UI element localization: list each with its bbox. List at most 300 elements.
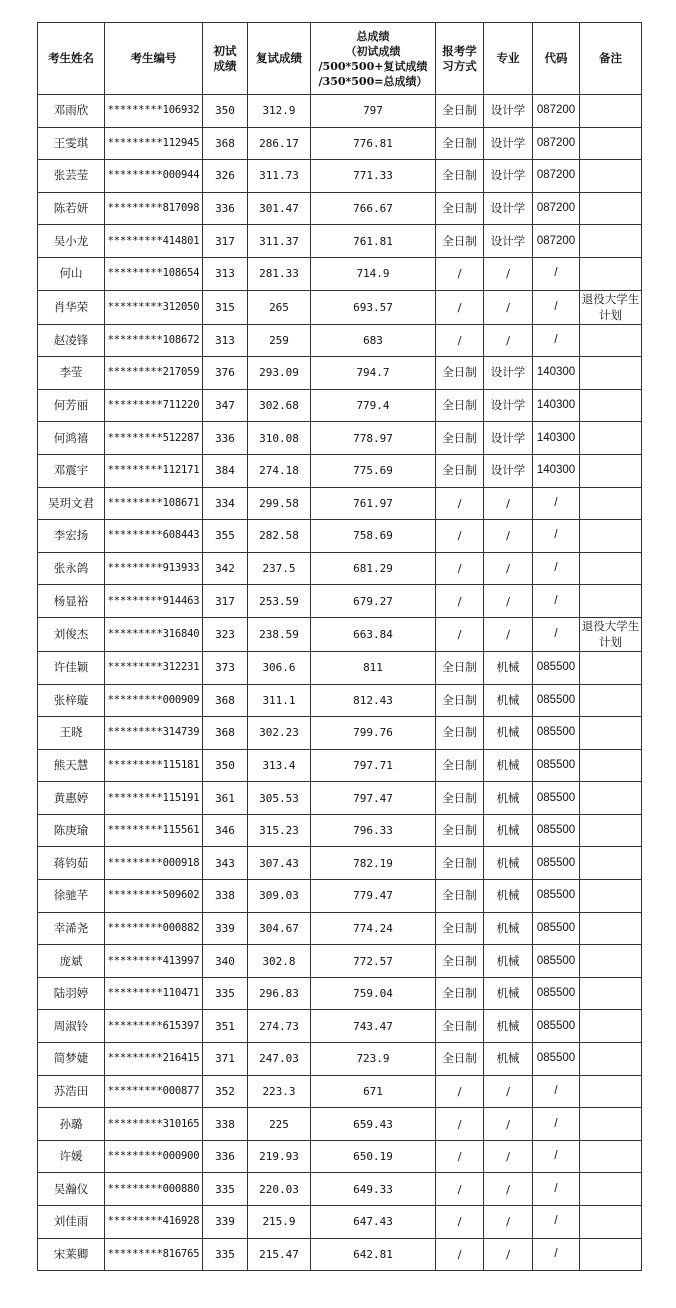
cell-note: [580, 552, 642, 585]
cell-total: 647.43: [311, 1206, 436, 1239]
cell-mode: 全日制: [436, 749, 484, 782]
cell-id: *********416928: [105, 1206, 203, 1239]
cell-mode: 全日制: [436, 357, 484, 390]
cell-major: 机械: [484, 717, 533, 750]
cell-retest: 302.8: [248, 945, 311, 978]
cell-retest: 296.83: [248, 977, 311, 1010]
cell-code: /: [533, 617, 580, 651]
cell-note: [580, 1173, 642, 1206]
cell-retest: 274.18: [248, 454, 311, 487]
table-row: [38, 1238, 642, 1271]
cell-id: *********115191: [105, 782, 203, 815]
cell-major: 机械: [484, 945, 533, 978]
table-row: [38, 717, 642, 750]
cell-note: [580, 1206, 642, 1239]
cell-total: 797.47: [311, 782, 436, 815]
cell-mode: 全日制: [436, 977, 484, 1010]
cell-note: [580, 684, 642, 717]
cell-retest: 311.73: [248, 160, 311, 193]
cell-name: 孙璐: [38, 1108, 105, 1141]
cell-initial: 368: [203, 684, 248, 717]
cell-initial: 340: [203, 945, 248, 978]
cell-initial: 339: [203, 912, 248, 945]
cell-total: 811: [311, 651, 436, 684]
cell-total: 758.69: [311, 520, 436, 553]
cell-initial: 315: [203, 290, 248, 324]
cell-initial: 335: [203, 1238, 248, 1271]
cell-name: 庞斌: [38, 945, 105, 978]
cell-total: 778.97: [311, 422, 436, 455]
cell-note: [580, 1238, 642, 1271]
cell-total: 782.19: [311, 847, 436, 880]
table-row: [38, 290, 642, 324]
table-row: [38, 880, 642, 913]
cell-retest: 253.59: [248, 585, 311, 618]
cell-major: 设计学: [484, 95, 533, 128]
cell-id: *********000909: [105, 684, 203, 717]
table-row: [38, 977, 642, 1010]
cell-major: /: [484, 487, 533, 520]
cell-code: 085500: [533, 912, 580, 945]
table-row: [38, 520, 642, 553]
cell-code: 085500: [533, 749, 580, 782]
cell-mode: /: [436, 1075, 484, 1108]
cell-major: /: [484, 1238, 533, 1271]
cell-note: 退役大学生计划: [580, 617, 642, 651]
table-row: [38, 454, 642, 487]
cell-note: [580, 160, 642, 193]
cell-initial: 347: [203, 389, 248, 422]
cell-id: *********108654: [105, 257, 203, 290]
cell-name: 陈若妍: [38, 192, 105, 225]
cell-total: 797: [311, 95, 436, 128]
cell-id: *********608443: [105, 520, 203, 553]
cell-id: *********414801: [105, 225, 203, 258]
cell-code: /: [533, 1108, 580, 1141]
cell-major: /: [484, 257, 533, 290]
header-mode: 报考学 习方式: [436, 23, 484, 95]
cell-name: 周淑铃: [38, 1010, 105, 1043]
cell-total: 683: [311, 324, 436, 357]
cell-note: [580, 585, 642, 618]
cell-name: 徐驰芊: [38, 880, 105, 913]
cell-id: *********310165: [105, 1108, 203, 1141]
cell-mode: 全日制: [436, 95, 484, 128]
cell-major: 机械: [484, 814, 533, 847]
cell-major: 机械: [484, 749, 533, 782]
cell-retest: 311.37: [248, 225, 311, 258]
cell-total: 772.57: [311, 945, 436, 978]
cell-mode: 全日制: [436, 847, 484, 880]
cell-initial: 317: [203, 225, 248, 258]
cell-code: 087200: [533, 95, 580, 128]
cell-retest: 310.08: [248, 422, 311, 455]
cell-mode: /: [436, 552, 484, 585]
cell-note: [580, 651, 642, 684]
cell-initial: 350: [203, 95, 248, 128]
cell-note: [580, 1075, 642, 1108]
cell-major: /: [484, 585, 533, 618]
cell-name: 王晓: [38, 717, 105, 750]
cell-mode: 全日制: [436, 192, 484, 225]
cell-name: 宋莱卿: [38, 1238, 105, 1271]
cell-id: *********711220: [105, 389, 203, 422]
cell-retest: 223.3: [248, 1075, 311, 1108]
cell-major: 机械: [484, 782, 533, 815]
cell-note: [580, 520, 642, 553]
cell-code: 085500: [533, 945, 580, 978]
cell-total: 794.7: [311, 357, 436, 390]
cell-name: 肖华荣: [38, 290, 105, 324]
cell-retest: 274.73: [248, 1010, 311, 1043]
cell-mode: /: [436, 487, 484, 520]
cell-mode: 全日制: [436, 880, 484, 913]
cell-retest: 265: [248, 290, 311, 324]
cell-total: 775.69: [311, 454, 436, 487]
cell-retest: 219.93: [248, 1140, 311, 1173]
cell-initial: 336: [203, 192, 248, 225]
cell-major: 机械: [484, 912, 533, 945]
table-row: [38, 945, 642, 978]
cell-name: 张梓璇: [38, 684, 105, 717]
cell-retest: 247.03: [248, 1043, 311, 1076]
cell-mode: 全日制: [436, 454, 484, 487]
cell-note: [580, 95, 642, 128]
cell-code: /: [533, 520, 580, 553]
cell-note: [580, 389, 642, 422]
cell-note: 退役大学生计划: [580, 290, 642, 324]
cell-major: /: [484, 1173, 533, 1206]
cell-mode: /: [436, 1108, 484, 1141]
cell-major: 机械: [484, 684, 533, 717]
cell-initial: 352: [203, 1075, 248, 1108]
cell-name: 简梦婕: [38, 1043, 105, 1076]
table-body: [38, 95, 642, 1271]
cell-name: 幸浠尧: [38, 912, 105, 945]
cell-id: *********000882: [105, 912, 203, 945]
table-row: [38, 160, 642, 193]
cell-mode: /: [436, 585, 484, 618]
cell-name: 何山: [38, 257, 105, 290]
cell-mode: 全日制: [436, 127, 484, 160]
cell-retest: 309.03: [248, 880, 311, 913]
table-row: [38, 814, 642, 847]
cell-id: *********316840: [105, 617, 203, 651]
cell-code: 085500: [533, 717, 580, 750]
cell-mode: 全日制: [436, 684, 484, 717]
cell-mode: 全日制: [436, 422, 484, 455]
cell-initial: 334: [203, 487, 248, 520]
cell-initial: 355: [203, 520, 248, 553]
cell-name: 蒋钧茹: [38, 847, 105, 880]
cell-note: [580, 1108, 642, 1141]
cell-initial: 323: [203, 617, 248, 651]
cell-total: 650.19: [311, 1140, 436, 1173]
score-table: [37, 22, 642, 1271]
table-row: [38, 912, 642, 945]
cell-note: [580, 454, 642, 487]
cell-code: 140300: [533, 422, 580, 455]
cell-note: [580, 912, 642, 945]
cell-major: 机械: [484, 880, 533, 913]
table-row: [38, 1010, 642, 1043]
cell-major: /: [484, 617, 533, 651]
cell-total: 714.9: [311, 257, 436, 290]
cell-major: 设计学: [484, 225, 533, 258]
cell-code: 140300: [533, 357, 580, 390]
cell-initial: 335: [203, 977, 248, 1010]
table-row: [38, 749, 642, 782]
cell-major: /: [484, 520, 533, 553]
cell-retest: 302.23: [248, 717, 311, 750]
cell-name: 杨显裕: [38, 585, 105, 618]
cell-name: 许佳颖: [38, 651, 105, 684]
cell-code: 085500: [533, 880, 580, 913]
cell-major: 设计学: [484, 454, 533, 487]
cell-name: 李宏扬: [38, 520, 105, 553]
cell-total: 723.9: [311, 1043, 436, 1076]
cell-name: 许媛: [38, 1140, 105, 1173]
table-row: [38, 1140, 642, 1173]
cell-retest: 225: [248, 1108, 311, 1141]
cell-note: [580, 814, 642, 847]
cell-total: 649.33: [311, 1173, 436, 1206]
cell-mode: 全日制: [436, 717, 484, 750]
cell-id: *********000877: [105, 1075, 203, 1108]
cell-code: 087200: [533, 192, 580, 225]
cell-note: [580, 717, 642, 750]
table-row: [38, 782, 642, 815]
cell-mode: 全日制: [436, 1043, 484, 1076]
cell-id: *********000918: [105, 847, 203, 880]
cell-mode: /: [436, 617, 484, 651]
cell-initial: 336: [203, 1140, 248, 1173]
cell-total: 797.71: [311, 749, 436, 782]
cell-total: 779.47: [311, 880, 436, 913]
header-retest: 复试成绩: [248, 23, 311, 95]
cell-retest: 281.33: [248, 257, 311, 290]
cell-major: 设计学: [484, 192, 533, 225]
cell-name: 张永鸽: [38, 552, 105, 585]
cell-retest: 215.9: [248, 1206, 311, 1239]
cell-note: [580, 782, 642, 815]
cell-retest: 311.1: [248, 684, 311, 717]
cell-retest: 259: [248, 324, 311, 357]
header-major: 专业: [484, 23, 533, 95]
cell-major: /: [484, 1140, 533, 1173]
cell-major: /: [484, 1108, 533, 1141]
cell-name: 刘佳雨: [38, 1206, 105, 1239]
cell-total: 761.97: [311, 487, 436, 520]
cell-initial: 339: [203, 1206, 248, 1239]
cell-initial: 326: [203, 160, 248, 193]
cell-retest: 282.58: [248, 520, 311, 553]
table-row: [38, 95, 642, 128]
cell-id: *********106932: [105, 95, 203, 128]
cell-major: 设计学: [484, 160, 533, 193]
cell-initial: 313: [203, 324, 248, 357]
cell-name: 张芸莹: [38, 160, 105, 193]
cell-code: 085500: [533, 684, 580, 717]
cell-code: /: [533, 1206, 580, 1239]
cell-note: [580, 847, 642, 880]
cell-note: [580, 324, 642, 357]
header-initial: 初试 成绩: [203, 23, 248, 95]
header-total: 总成绩 （初试成绩 /500*500+复试成绩 /350*500=总成绩）: [311, 23, 436, 95]
cell-mode: 全日制: [436, 945, 484, 978]
cell-retest: 313.4: [248, 749, 311, 782]
cell-code: 140300: [533, 389, 580, 422]
cell-major: /: [484, 324, 533, 357]
cell-mode: /: [436, 520, 484, 553]
table-row: [38, 127, 642, 160]
cell-id: *********314739: [105, 717, 203, 750]
cell-code: /: [533, 290, 580, 324]
cell-initial: 384: [203, 454, 248, 487]
table-row: [38, 1075, 642, 1108]
table-row: [38, 684, 642, 717]
cell-name: 邓雨欣: [38, 95, 105, 128]
table-row: [38, 389, 642, 422]
cell-total: 642.81: [311, 1238, 436, 1271]
cell-note: [580, 257, 642, 290]
cell-id: *********112945: [105, 127, 203, 160]
cell-initial: 313: [203, 257, 248, 290]
cell-id: *********115561: [105, 814, 203, 847]
cell-note: [580, 357, 642, 390]
table-row: [38, 1043, 642, 1076]
cell-major: /: [484, 290, 533, 324]
table-row: [38, 192, 642, 225]
cell-note: [580, 749, 642, 782]
cell-retest: 299.58: [248, 487, 311, 520]
cell-id: *********913933: [105, 552, 203, 585]
cell-total: 766.67: [311, 192, 436, 225]
cell-major: 设计学: [484, 389, 533, 422]
cell-initial: 351: [203, 1010, 248, 1043]
cell-code: 085500: [533, 814, 580, 847]
cell-code: 087200: [533, 225, 580, 258]
cell-note: [580, 1140, 642, 1173]
cell-id: *********115181: [105, 749, 203, 782]
cell-major: 机械: [484, 1010, 533, 1043]
cell-retest: 306.6: [248, 651, 311, 684]
cell-mode: /: [436, 1140, 484, 1173]
table-row: [38, 1206, 642, 1239]
cell-note: [580, 945, 642, 978]
cell-total: 796.33: [311, 814, 436, 847]
cell-id: *********000880: [105, 1173, 203, 1206]
table-row: [38, 324, 642, 357]
table-row: [38, 1173, 642, 1206]
cell-mode: /: [436, 1173, 484, 1206]
cell-initial: 346: [203, 814, 248, 847]
cell-name: 刘俊杰: [38, 617, 105, 651]
cell-name: 熊天慧: [38, 749, 105, 782]
cell-major: /: [484, 1075, 533, 1108]
cell-total: 759.04: [311, 977, 436, 1010]
cell-total: 693.57: [311, 290, 436, 324]
cell-major: 设计学: [484, 357, 533, 390]
table-row: [38, 225, 642, 258]
cell-total: 774.24: [311, 912, 436, 945]
table-row: [38, 585, 642, 618]
cell-retest: 293.09: [248, 357, 311, 390]
cell-code: 087200: [533, 160, 580, 193]
cell-code: /: [533, 1075, 580, 1108]
cell-total: 776.81: [311, 127, 436, 160]
cell-code: /: [533, 1173, 580, 1206]
cell-id: *********312050: [105, 290, 203, 324]
cell-code: 087200: [533, 127, 580, 160]
cell-code: 085500: [533, 1010, 580, 1043]
cell-mode: 全日制: [436, 225, 484, 258]
table-row: [38, 487, 642, 520]
table-row: [38, 651, 642, 684]
cell-id: *********110471: [105, 977, 203, 1010]
cell-name: 赵凌锋: [38, 324, 105, 357]
cell-mode: /: [436, 1206, 484, 1239]
cell-id: *********312231: [105, 651, 203, 684]
cell-name: 王雯琪: [38, 127, 105, 160]
cell-major: 机械: [484, 977, 533, 1010]
cell-initial: 342: [203, 552, 248, 585]
cell-retest: 305.53: [248, 782, 311, 815]
cell-mode: 全日制: [436, 160, 484, 193]
cell-total: 663.84: [311, 617, 436, 651]
header-id: 考生编号: [105, 23, 203, 95]
cell-mode: 全日制: [436, 814, 484, 847]
cell-name: 陈庚瑜: [38, 814, 105, 847]
cell-initial: 338: [203, 1108, 248, 1141]
cell-mode: 全日制: [436, 651, 484, 684]
cell-name: 何鸿禧: [38, 422, 105, 455]
cell-note: [580, 880, 642, 913]
cell-note: [580, 192, 642, 225]
cell-initial: 335: [203, 1173, 248, 1206]
cell-code: /: [533, 585, 580, 618]
score-table-container: [37, 22, 641, 1271]
cell-code: /: [533, 487, 580, 520]
cell-id: *********512287: [105, 422, 203, 455]
cell-id: *********914463: [105, 585, 203, 618]
cell-code: 140300: [533, 454, 580, 487]
cell-code: 085500: [533, 847, 580, 880]
cell-major: 机械: [484, 1043, 533, 1076]
header-code: 代码: [533, 23, 580, 95]
cell-major: /: [484, 552, 533, 585]
table-row: [38, 257, 642, 290]
cell-major: 设计学: [484, 422, 533, 455]
cell-initial: 338: [203, 880, 248, 913]
cell-id: *********216415: [105, 1043, 203, 1076]
cell-code: /: [533, 257, 580, 290]
cell-retest: 307.43: [248, 847, 311, 880]
cell-note: [580, 1010, 642, 1043]
cell-mode: /: [436, 290, 484, 324]
cell-retest: 286.17: [248, 127, 311, 160]
cell-initial: 317: [203, 585, 248, 618]
cell-initial: 343: [203, 847, 248, 880]
cell-initial: 361: [203, 782, 248, 815]
header-name: 考生姓名: [38, 23, 105, 95]
table-row: [38, 357, 642, 390]
cell-name: 吴瀚仪: [38, 1173, 105, 1206]
cell-initial: 368: [203, 127, 248, 160]
cell-name: 邓震宇: [38, 454, 105, 487]
cell-id: *********816765: [105, 1238, 203, 1271]
cell-note: [580, 422, 642, 455]
